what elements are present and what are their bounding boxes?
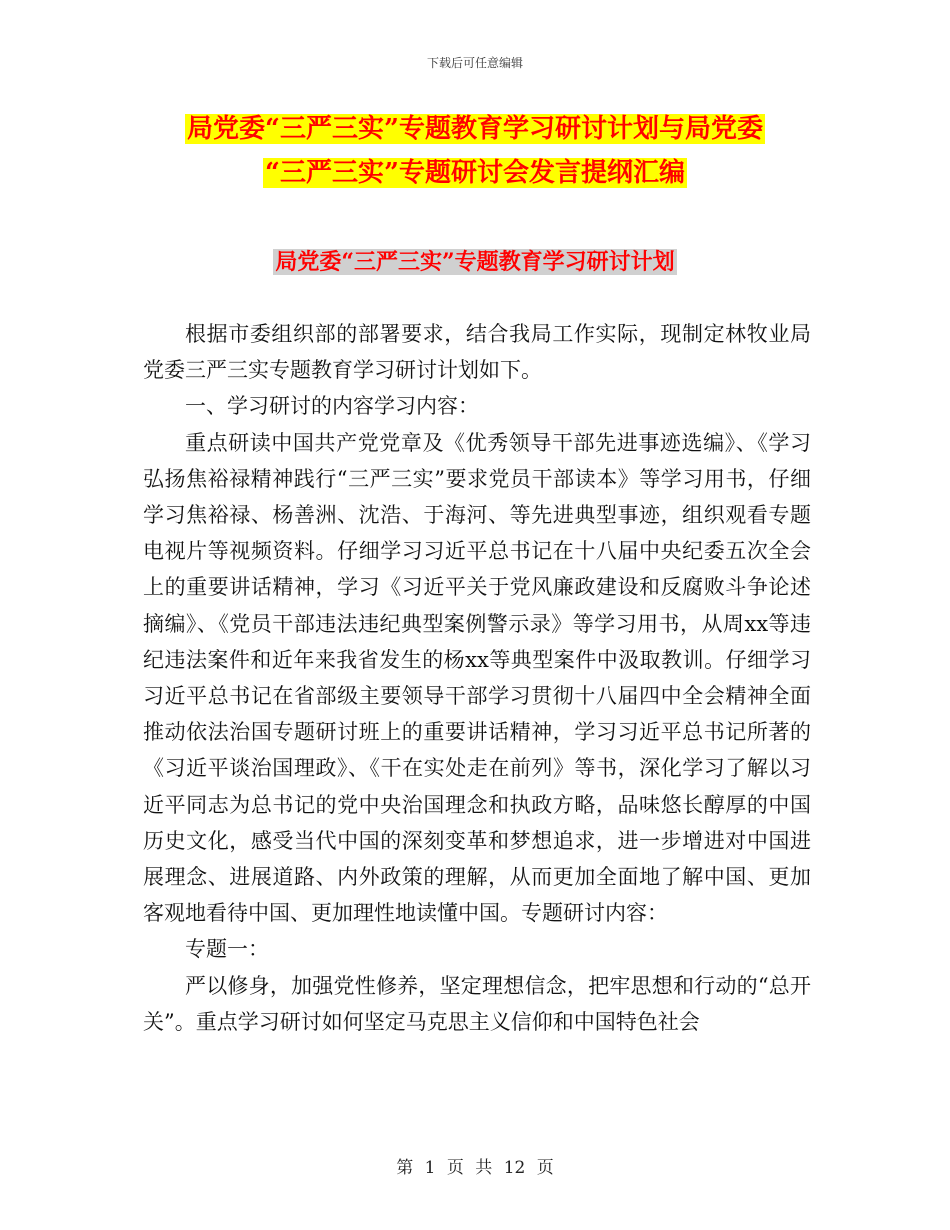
main-title-line-2 [0,156,950,190]
header-note: 下载后可任意编辑 [426,56,523,70]
section-title-text: 局党委“三严三实”专题教育学习研讨计划 [275,249,675,275]
main-title-line-1 [0,112,950,146]
section-title [0,246,950,278]
paragraph-topic-1-content: 严以修身，加强党性修养，坚定理想信念，把牢思想和行动的“总开关”。重点学习研讨如何坚定马克思主义信仰和中国特色社会 [143,973,811,1034]
paragraph-topic-1: 专题一： [185,937,269,962]
main-title-line-1-text: 局党委“三严三实”专题教育学习研讨计划与局党委 [187,114,763,144]
page-footer: 第 1 页 共 12 页 [396,1158,554,1178]
document-body [143,316,811,1040]
paragraph-intro: 根据市委组织部的部署要求，结合我局工作实际，现制定林牧业局党委三严三实专题教育学习研讨计划如下。 [143,322,811,383]
main-title-line-2-text: “三严三实”专题研讨会发言提纲汇编 [265,158,685,188]
paragraph-heading-1: 一、学习研讨的内容学习内容： [185,394,479,419]
paragraph-study-content: 重点研读中国共产党党章及《优秀领导干部先进事迹选编》、《学习弘扬焦裕禄精神践行“三严三实”要求党员干部读本》等学习用书，仔细学习焦裕禄、杨善洲、沈浩、于海河、等先进典型事迹，组织观看专题电视片等视频资料。仔细学习习近平总书记在十八届中央纪委五次全会上的重要讲话精神，学习《习近平关于党风廉政建设和反腐败斗争论述摘编》、《党员干部违法违纪典型案例警示录》等学习用书，从周xx等违纪违法案件和近年来我省发生的杨xx等典型案件中汲取教训。仔细学习习近平总书记在省部级主要领导干部学习贯彻十八届四中全会精神全面推动依法治国专题研讨班上的重要讲话精神，学习习近平总书记所著的《习近平谈治国理政》、《干在实处走在前列》等书，深化学习了解以习近平同志为总书记的党中央治国理念和执政方略，品味悠长醇厚的中国历史文化，感受当代中国的深刻变革和梦想追求，进一步增进对中国进展理念、进展道路、内外政策的理解，从而更加全面地了解中国、更加客观地看待中国、更加理性地读懂中国。专题研讨内容： [143,430,811,926]
